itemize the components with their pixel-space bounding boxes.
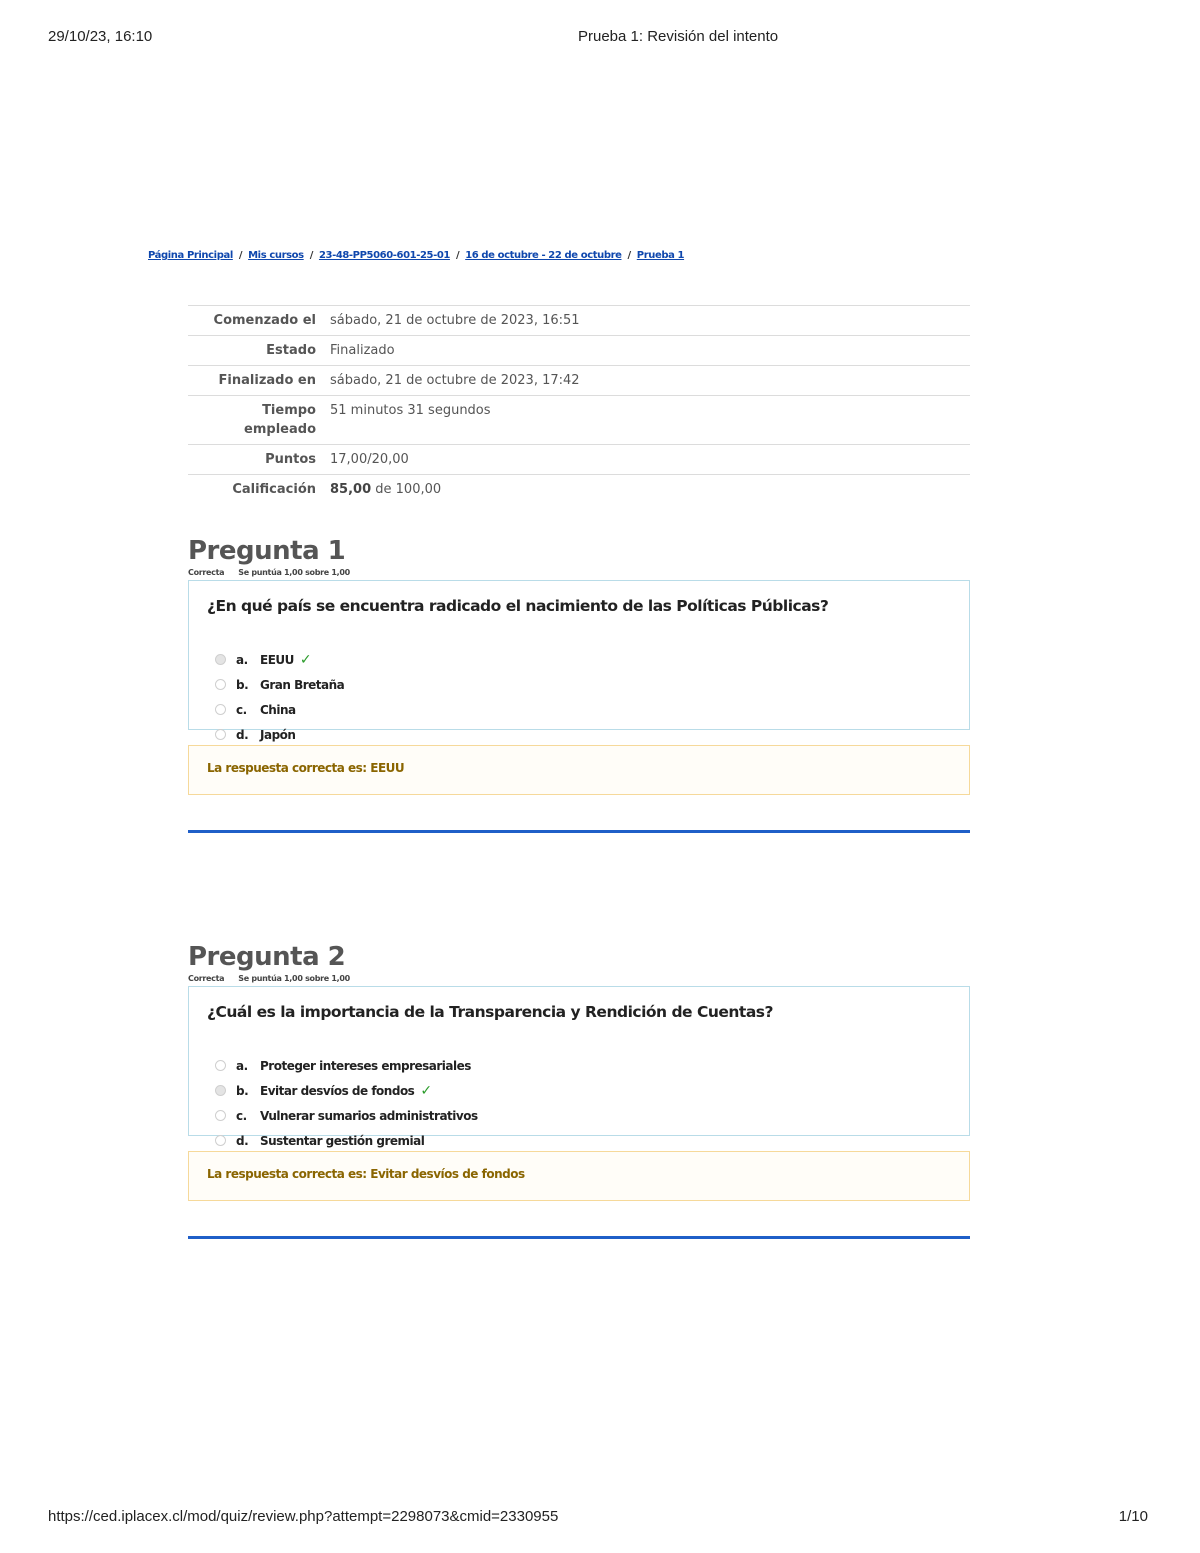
summary-label: Tiempo empleado	[244, 403, 316, 437]
attempt-summary-table	[188, 305, 970, 504]
breadcrumb-home[interactable]: Página Principal	[148, 250, 233, 261]
option-text: Proteger intereses empresariales	[260, 1058, 471, 1073]
option-text: Sustentar gestión gremial	[260, 1133, 425, 1148]
question-title: Pregunta 1	[188, 536, 346, 566]
answer-option-d[interactable]	[207, 1128, 951, 1153]
breadcrumb-course[interactable]: 23-48-PP5060-601-25-01	[318, 250, 450, 261]
option-letter: c.	[236, 1108, 247, 1123]
answer-option-d[interactable]	[207, 722, 951, 747]
option-text: Vulnerar sumarios administrativos	[260, 1108, 478, 1123]
summary-row-time-taken	[188, 396, 970, 445]
radio-button[interactable]	[215, 1060, 226, 1071]
print-header	[48, 28, 1148, 48]
radio-button[interactable]	[215, 1135, 226, 1146]
question-score: Se puntúa 1,00 sobre 1,00	[238, 568, 350, 577]
summary-row-completed	[188, 366, 970, 396]
summary-row-started	[188, 306, 970, 336]
question-1	[188, 536, 970, 833]
print-url: https://ced.iplacex.cl/mod/quiz/review.php?attempt=2298073&cmid=2330955	[48, 1508, 559, 1525]
option-text: China	[260, 702, 296, 717]
correct-answer-feedback: La respuesta correcta es: Evitar desvíos de fondos	[188, 1151, 970, 1201]
option-text: EEUU	[260, 652, 294, 667]
question-info	[188, 568, 970, 580]
check-icon: ✓	[299, 651, 312, 668]
summary-row-grade	[188, 475, 970, 505]
question-status: Correcta	[188, 974, 225, 983]
question-info	[188, 974, 970, 986]
question-content-box	[188, 986, 970, 1148]
question-text: ¿En qué país se encuentra radicado el nacimiento de las Políticas Públicas?	[207, 597, 829, 615]
answer-option-b[interactable]	[207, 1078, 951, 1103]
question-content-box	[188, 580, 970, 742]
summary-value: sábado, 21 de octubre de 2023, 17:42	[330, 373, 580, 388]
option-letter: b.	[236, 1083, 249, 1098]
question-status: Correcta	[188, 568, 225, 577]
summary-label: Comenzado el	[213, 313, 316, 328]
print-footer	[48, 1508, 1148, 1528]
summary-value: sábado, 21 de octubre de 2023, 16:51	[330, 313, 580, 328]
option-letter: c.	[236, 702, 247, 717]
summary-label: Finalizado en	[218, 373, 316, 388]
answer-option-a[interactable]	[207, 1053, 951, 1078]
option-text: Japón	[260, 727, 296, 742]
option-text: Gran Bretaña	[260, 677, 345, 692]
question-text: ¿Cuál es la importancia de la Transparencia y Rendición de Cuentas?	[207, 1003, 774, 1021]
breadcrumb-my-courses[interactable]: Mis cursos	[248, 250, 304, 261]
radio-button-selected[interactable]	[215, 1085, 226, 1096]
question-title: Pregunta 2	[188, 942, 346, 972]
radio-button[interactable]	[215, 1110, 226, 1121]
breadcrumb-section[interactable]: 16 de octubre - 22 de octubre	[465, 250, 622, 261]
summary-label: Calificación	[232, 482, 316, 497]
question-score: Se puntúa 1,00 sobre 1,00	[238, 974, 350, 983]
grade-max: de 100,00	[375, 482, 442, 497]
option-letter: a.	[236, 652, 248, 667]
print-page-title: Prueba 1: Revisión del intento	[578, 28, 779, 45]
summary-row-marks	[188, 445, 970, 475]
radio-button[interactable]	[215, 679, 226, 690]
option-text: Evitar desvíos de fondos	[260, 1083, 415, 1098]
print-datetime: 29/10/23, 16:10	[48, 28, 153, 45]
question-separator	[188, 830, 970, 833]
question-2	[188, 942, 970, 1239]
check-icon: ✓	[420, 1082, 432, 1099]
summary-label: Estado	[266, 343, 316, 358]
summary-value: 51 minutos 31 segundos	[330, 403, 491, 418]
answer-option-b[interactable]	[207, 672, 951, 697]
summary-label: Puntos	[265, 452, 316, 467]
summary-row-state	[188, 336, 970, 366]
summary-value	[324, 475, 970, 505]
breadcrumb-quiz[interactable]: Prueba 1	[636, 250, 685, 261]
option-letter: d.	[236, 1133, 249, 1148]
print-page-number: 1/10	[1118, 1508, 1148, 1525]
answer-option-a[interactable]	[207, 647, 951, 672]
option-letter: b.	[236, 677, 249, 692]
option-letter: a.	[236, 1058, 248, 1073]
summary-value: Finalizado	[330, 343, 395, 358]
question-separator	[188, 1236, 970, 1239]
option-letter: d.	[236, 727, 249, 742]
summary-value: 17,00/20,00	[330, 452, 409, 467]
radio-button[interactable]	[215, 704, 226, 715]
breadcrumb: Página Principal / Mis cursos / 23-48-PP5060-601-25-01 / 16 de octubre - 22 de octubre / Prueba 1	[148, 250, 685, 261]
answer-option-c[interactable]	[207, 697, 951, 722]
radio-button[interactable]	[215, 729, 226, 740]
correct-answer-feedback: La respuesta correcta es: EEUU	[188, 745, 970, 795]
answer-option-c[interactable]	[207, 1103, 951, 1128]
radio-button-selected[interactable]	[215, 654, 226, 665]
grade-value: 85,00	[330, 482, 372, 497]
